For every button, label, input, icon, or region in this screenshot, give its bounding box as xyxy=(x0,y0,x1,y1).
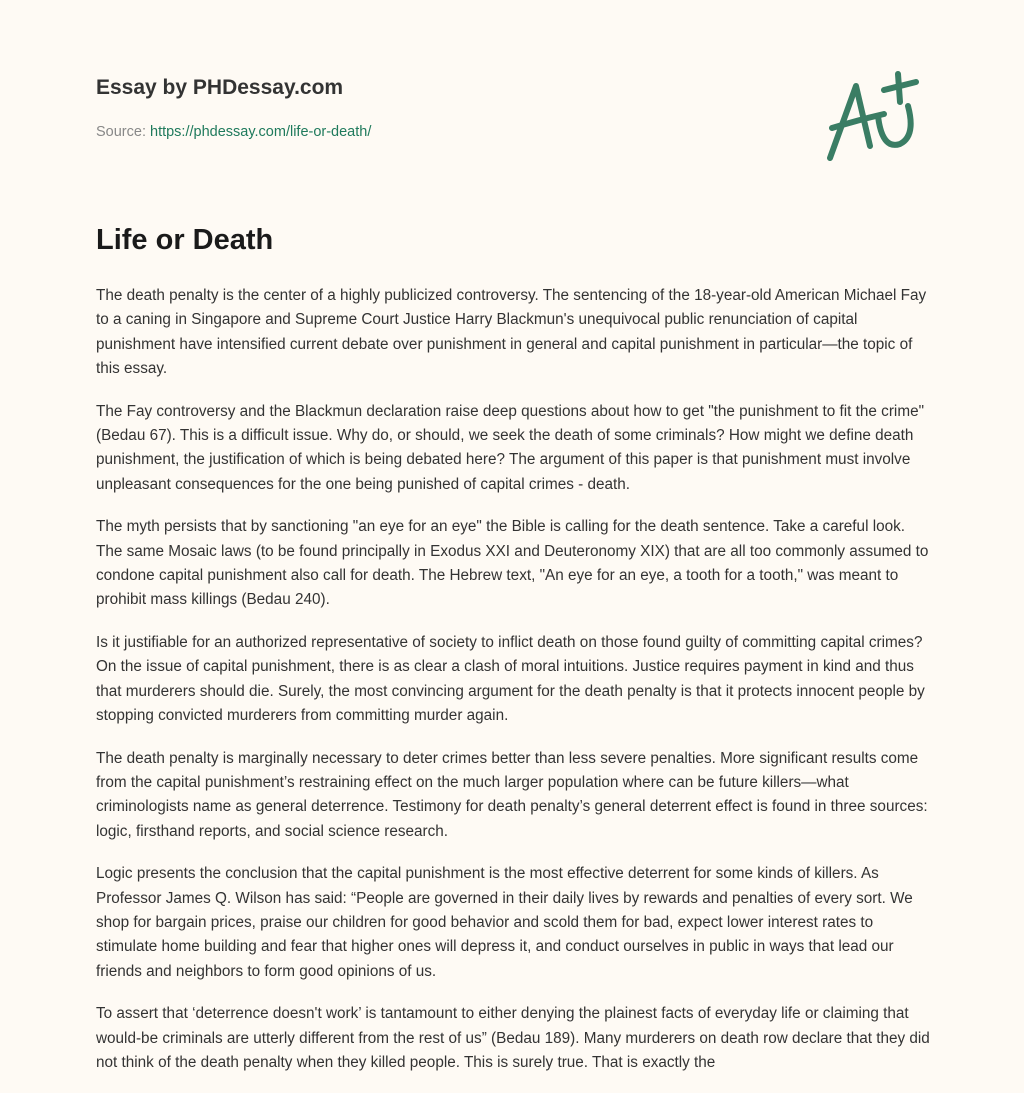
paragraph: To assert that ‘deterrence doesn't work’ is tantamount to either denying the plainest facts of everyday life or claiming that would-be criminals are utterly different from the rest of us” (Bedau 189). Many murderers on death row declare that they did not think of the death penalty when they killed people. This is surely true. That is exactly the xyxy=(96,1005,930,1071)
source-line xyxy=(96,124,371,140)
paragraph: Is it justifiable for an authorized representative of society to inflict death on those found guilty of committing capital crimes? On the issue of capital punishment, there is as clear a clash of moral intuitions. Justice requires payment in kind and thus that murderers should die. Surely, the most convincing argument for the death penalty is that it protects innocent people by stopping convicted murderers from committing murder again. xyxy=(96,633,925,725)
a-plus-logo-icon xyxy=(818,66,928,166)
essay-body xyxy=(96,284,932,1093)
paragraph: The death penalty is marginally necessary to deter crimes better than less severe penalties. More significant results come from the capital punishment’s restraining effect on the much larger population where can be future killers—what criminologists name as general deterrence. Testimony for death penalty’s general deterrent effect is found in three sources: logic, firsthand reports, and social science research. xyxy=(96,749,928,840)
page-title: Life or Death xyxy=(96,224,274,256)
site-brand: Essay by PHDessay.com xyxy=(96,76,344,99)
paragraph: The myth persists that by sanctioning "an eye for an eye" the Bible is calling for the death sentence. Take a careful look. The same Mosaic laws (to be found principally in Exodus XXI and Deuteronomy XIX) that are all too commonly assumed to condone capital punishment also call for death. The Hebrew text, "An eye for an eye, a tooth for a tooth," was meant to prohibit mass killings (Bedau 240). xyxy=(96,518,929,609)
paragraph: Logic presents the conclusion that the capital punishment is the most effective deterrent for some kinds of killers. As Professor James Q. Wilson has said: “People are governed in their daily lives by rewards and penalties of every sort. We shop for bargain prices, praise our children for good behavior and scold them for bad, expect lower interest rates to stimulate home building and fear that higher ones will depress it, and conduct ourselves in public in ways that lead our friends and neighbors to form good opinions of us. xyxy=(96,865,913,980)
paragraph: The death penalty is the center of a highly publicized controversy. The sentencing of the 18-year-old American Michael Fay to a caning in Singapore and Supreme Court Justice Harry Blackmun's unequivocal public renunciation of capital punishment have intensified current debate over punishment in general and capital punishment in particular—the topic of this essay. xyxy=(96,287,927,378)
source-link[interactable]: https://phdessay.com/life-or-death/ xyxy=(150,124,372,140)
source-label: Source: xyxy=(96,124,150,140)
paragraph: The Fay controversy and the Blackmun declaration raise deep questions about how to get "the punishment to fit the crime" (Bedau 67). This is a difficult issue. Why do, or should, we seek the death of some criminals? How might we define death punishment, the justification of which is being debated here? The argument of this paper is that punishment must involve unpleasant consequences for the one being punished of capital crimes - death. xyxy=(96,402,925,493)
